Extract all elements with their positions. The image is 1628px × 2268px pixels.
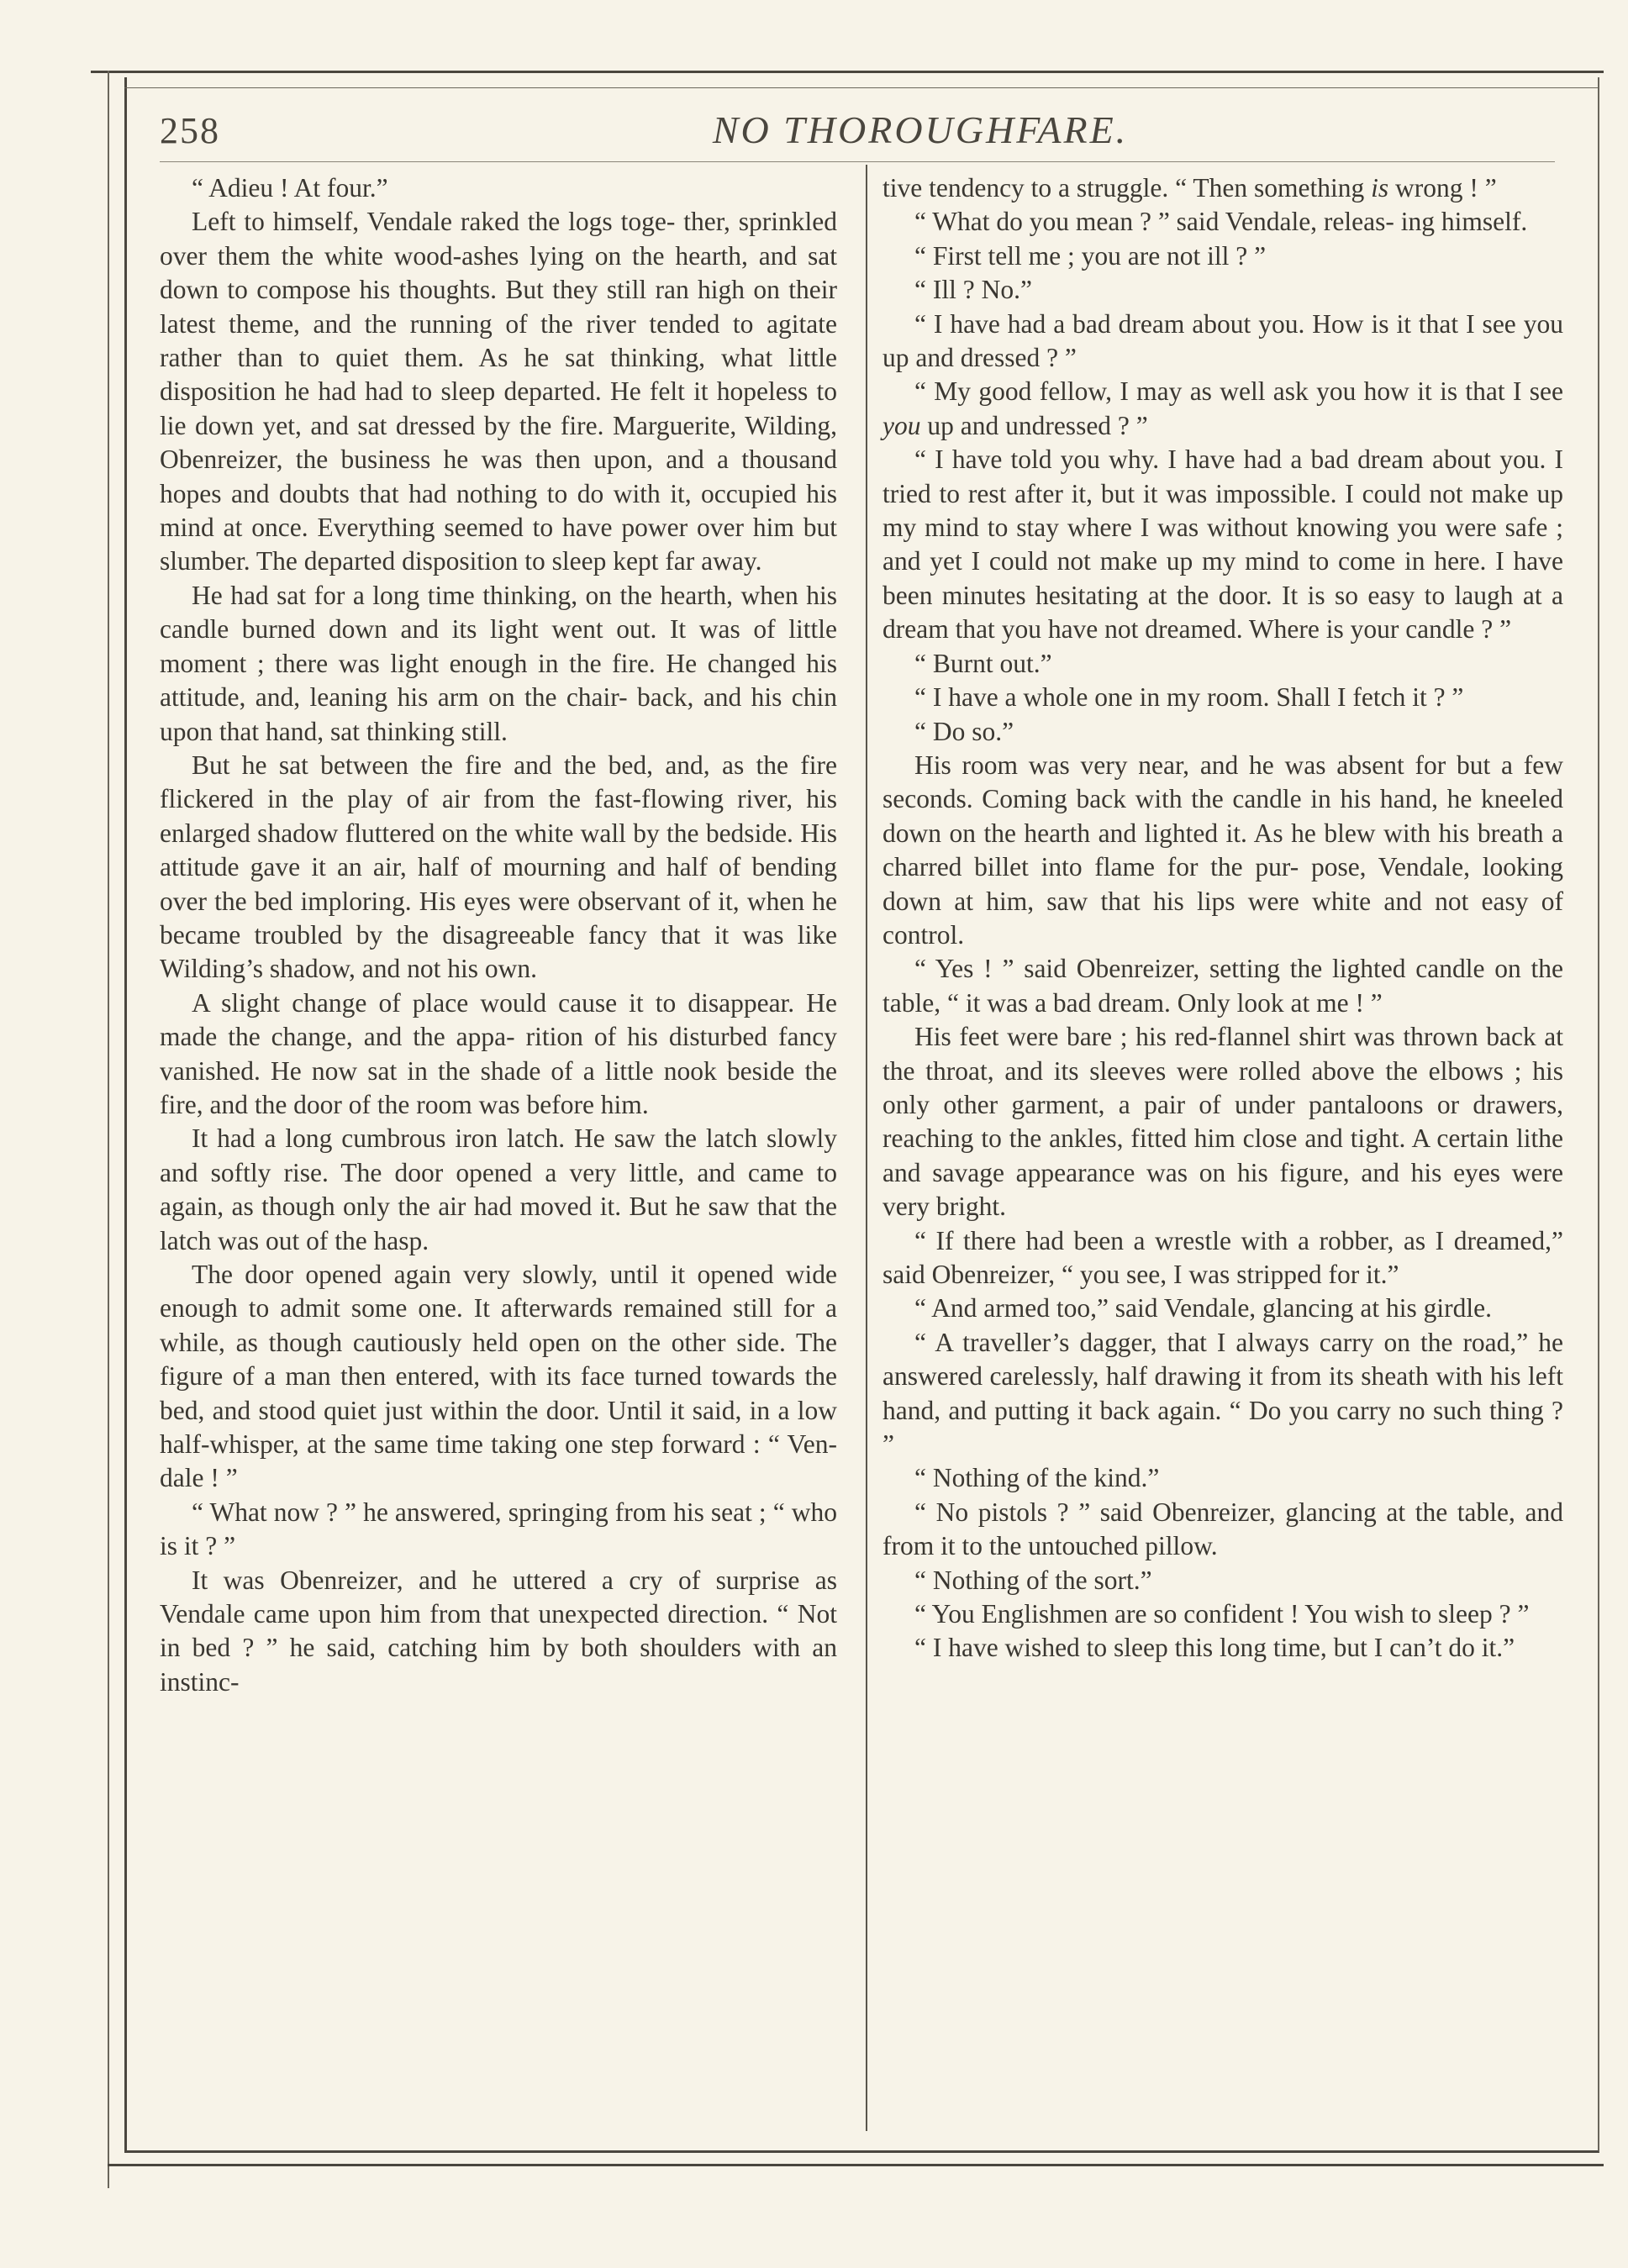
page-header	[160, 103, 1580, 161]
paragraph: But he sat between the fire and the bed, and, as the fire flickered in the play of air from the fast-flowing river, his enlarged shadow fluttered on the white wall by the bedside. His attitude gave it an air, half of mourning and half of bending over the bed imploring. His eyes were observant of it, when he became troubled by the disagreeable fancy that it was like Wilding’s shadow, and not his own.	[160, 750, 837, 984]
paragraph: “ Nothing of the sort.”	[914, 1565, 1152, 1595]
right-text-column	[882, 171, 1563, 1665]
paragraph: “ No pistols ? ” said Obenreizer, glancing at the table, and from it to the untouched pillow.	[882, 1497, 1563, 1561]
page-number: 258	[160, 110, 220, 151]
paragraph: It was Obenreizer, and he uttered a cry of surprise as Vendale came upon him from that unexpected direction. “ Not in bed ? ” he said, catching him by both shoulders with an instinc-	[160, 1565, 837, 1697]
paragraph: “ Adieu ! At four.”	[192, 173, 388, 203]
column-divider	[866, 165, 867, 2131]
left-text-column	[160, 171, 837, 1699]
paragraph: “ What do you mean ? ” said Vendale, releas- ing himself.	[914, 207, 1528, 237]
paragraph: His room was very near, and he was absent for but a few seconds. Coming back with the candle in his hand, he kneeled down on the hearth and lighted it. As he blew with his breath a charred billet into flame for the pur- pose, Vendale, looking down at him, saw that his lips were white and not easy of control.	[882, 750, 1563, 950]
bottom-border-rule	[108, 2164, 1604, 2166]
paragraph: Left to himself, Vendale raked the logs toge- ther, sprinkled over them the white wood-ashes lying on the hearth, and sat down to compose his thoughts. But they still ran high on their latest theme, and the running of the river tended to agitate rather than to quiet them. As he sat thinking, what little disposition he had had to sleep departed. He felt it hopeless to lie down yet, and sat dressed by the fire. Marguerite, Wilding, Obenreizer, the business he was then upon, and a thousand hopes and doubts that had nothing to do with it, occupied his mind at once. Everything seemed to have power over him but slumber. The departed disposition to sleep kept far away.	[160, 207, 837, 576]
paragraph: “ You Englishmen are so confident ! You wish to sleep ? ”	[914, 1599, 1530, 1629]
paragraph: The door opened again very slowly, until it opened wide enough to admit some one. It afterwards remained still for a while, as though cautiously held open on the other side. The figure of a man then entered, with its face turned towards the bed, and stood quiet just within the door. Until it said, in a low half-whisper, at the same time taking one step forward : “ Ven- dale ! ”	[160, 1260, 837, 1493]
paragraph: “ Do so.”	[914, 716, 1014, 746]
paragraph: “ I have had a bad dream about you. How is it that I see you up and dressed ? ”	[882, 308, 1563, 373]
paragraph: “ I have a whole one in my room. Shall I fetch it ? ”	[914, 682, 1464, 713]
paragraph: “ A traveller’s dagger, that I always carry on the road,” he answered carelessly, half drawing it from its sheath with his left hand, and putting it back again. “ Do you carry no such thing ? ”	[882, 1327, 1563, 1460]
paragraph: “ Ill ? No.”	[914, 275, 1032, 305]
paragraph: “ Nothing of the kind.”	[914, 1463, 1160, 1493]
paragraph: “ What now ? ” he answered, springing from his seat ; “ who is it ? ”	[160, 1497, 837, 1561]
paragraph: “ And armed too,” said Vendale, glancing at his girdle.	[914, 1293, 1492, 1323]
paragraph: “ My good fellow, I may as well ask you how it is that I see you up and undressed ? ”	[882, 376, 1563, 440]
top-border-rule	[91, 71, 1604, 73]
paragraph: tive tendency to a struggle. “ Then something is wrong ! ”	[882, 173, 1497, 203]
paragraph: “ Burnt out.”	[914, 648, 1052, 678]
paragraph: He had sat for a long time thinking, on the hearth, when his candle burned down and its light went out. It was of little moment ; there was light enough in the fire. He changed his attitude, and, leaning his arm on the chair- back, and his chin upon that hand, sat thinking still.	[160, 580, 837, 746]
header-rule	[160, 161, 1555, 162]
running-title: NO THOROUGHFARE.	[712, 108, 1129, 151]
paragraph: “ I have wished to sleep this long time, but I can’t do it.”	[914, 1633, 1515, 1663]
paragraph: His feet were bare ; his red-flannel shirt was thrown back at the throat, and its sleeves were rolled above the elbows ; his only other garment, a pair of under pantaloons or drawers, reaching to the ankles, fitted him close and tight. A certain lithe and savage appearance was on his figure, and his eyes were very bright.	[882, 1022, 1563, 1222]
paragraph: “ First tell me ; you are not ill ? ”	[914, 240, 1267, 271]
left-border-rule	[108, 71, 109, 2188]
paragraph: It had a long cumbrous iron latch. He saw the latch slowly and softly rise. The door opened a very little, and came to again, as though only the air had moved it. But he saw that the latch was out of the hasp.	[160, 1123, 837, 1255]
paragraph: “ Yes ! ” said Obenreizer, setting the lighted candle on the table, “ it was a bad dream. Only look at me ! ”	[882, 954, 1563, 1018]
paragraph: “ I have told you why. I have had a bad dream about you. I tried to rest after it, but it was impossible. I could not make up my mind to stay where I was without knowing you were safe ; and yet I could not make up my mind to come in here. I have been minutes hesitating at the door. It is so easy to laugh at a dream that you have not dreamed. Where is your candle ? ”	[882, 445, 1563, 645]
paragraph: A slight change of place would cause it to disappear. He made the change, and the appa- rition of his disturbed fancy vanished. He now sat in the shade of a little nook beside the fire, and the door of the room was before him.	[160, 987, 837, 1119]
paragraph: “ If there had been a wrestle with a robber, as I dreamed,” said Obenreizer, “ you see, I was stripped for it.”	[882, 1225, 1563, 1289]
inner-top-rule	[124, 87, 1599, 88]
